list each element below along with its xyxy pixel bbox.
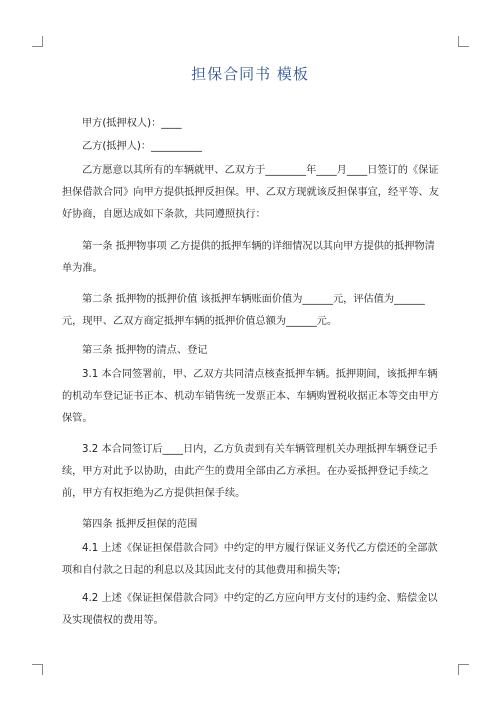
crop-mark-top-right [458, 36, 469, 47]
article-2-paragraph: 第二条 抵押物的抵押价值 该抵押车辆账面价值为______元，评估值为______元，现甲、乙双方商定抵押车辆的抵押价值总额为______元。 [62, 294, 425, 327]
preamble-paragraph: 乙方愿意以其所有的车辆就甲、乙双方于________年____月____日签订的《保证担保借款合同》向甲方提供抵押反担保。甲、乙双方现就该反担保事宜，经平等、友好协商，自愿达成如下条款，共同遵照执行： [62, 165, 439, 220]
clause-3-1-paragraph: 3.1 本合同签署前，甲、乙双方共同清点核查抵押车辆。抵押期间，该抵押车辆的机动车登记证书正本、机动车销售统一发票正本、车辆购置税收据正本等交由甲方保管。 [62, 369, 439, 424]
article-3-heading: 第三条 抵押物的清点、登记 [82, 345, 208, 356]
article-4-heading: 第四条 抵押反担保的范围 [82, 519, 198, 530]
document-title: 担保合同书 模板 [191, 65, 309, 83]
crop-mark-bottom-right [458, 664, 469, 675]
crop-mark-top-left [32, 36, 43, 47]
article-1-paragraph: 第一条 抵押物事项 乙方提供的抵押车辆的详细情况以其向甲方提供的抵押物清单为准。 [62, 241, 435, 274]
clause-4-1-paragraph: 4.1 上述《保证担保借款合同》中约定的甲方履行保证义务代乙方偿还的全部款项和自付款之日起的利息以及其因此支付的其他费用和损失等; [62, 543, 438, 576]
clause-3-2-paragraph: 3.2 本合同签订后____日内，乙方负责到有关车辆管理机关办理抵押车辆登记手续，甲方对此予以协助，由此产生的费用全部由乙方承担。在办妥抵押登记手续之前，甲方有权拒绝为乙方提供担保手续。 [62, 444, 438, 499]
clause-4-2-paragraph: 4.2 上述《保证担保借款合同》中约定的乙方应向甲方支付的违约金、赔偿金以及实现债权的费用等。 [62, 593, 438, 626]
party-b-line: 乙方(抵押人)：__________ [82, 141, 203, 152]
party-a-line: 甲方(抵押权人)：____ [82, 118, 182, 129]
crop-mark-bottom-left [32, 664, 43, 675]
